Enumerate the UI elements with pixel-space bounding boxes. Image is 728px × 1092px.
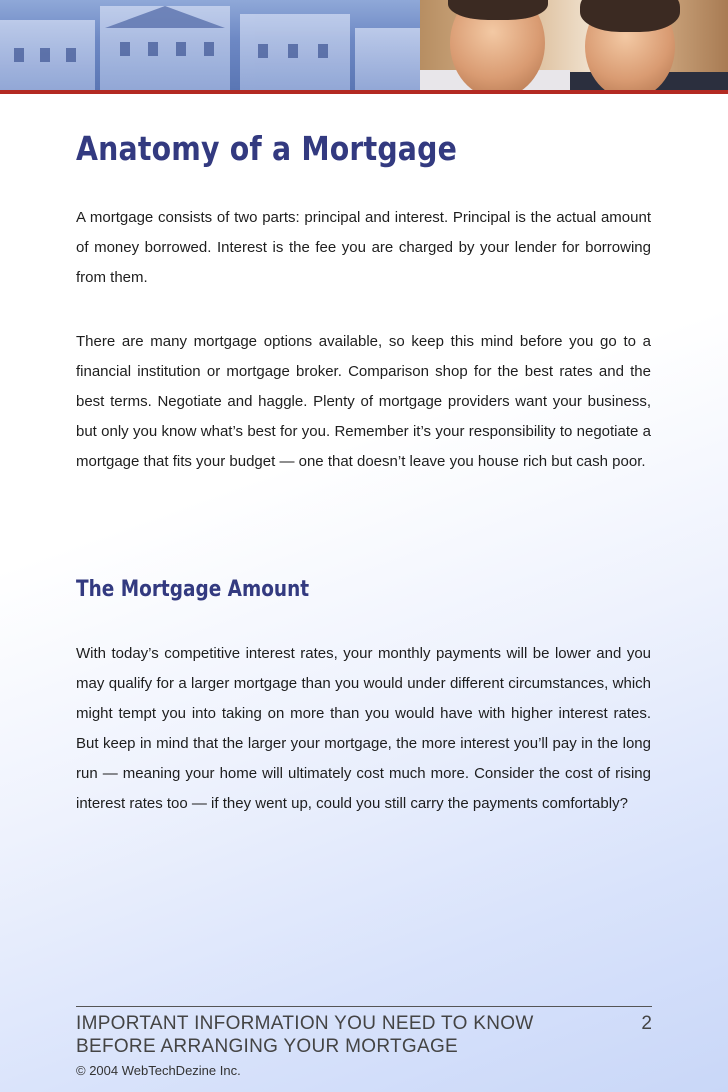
house-window <box>40 48 50 62</box>
house-shape <box>100 6 230 90</box>
house-window <box>204 42 214 56</box>
house-window <box>148 42 158 56</box>
house-window <box>14 48 24 62</box>
house-window <box>318 44 328 58</box>
header-photo-banner <box>0 0 728 90</box>
person-hair <box>580 0 680 32</box>
options-paragraph: There are many mortgage options available, so keep this mind before you go to a financial institution or mortgage broker. Comparison shop for the best rates and the best terms. Negotiate and haggle. Plenty of mortgage providers want your business, but only you know what’s best for you. Remember it’s your responsibility to negotiate a mortgage that fits your budget — one that doesn’t leave you house rich but cash poor. <box>76 333 651 470</box>
people-photo <box>420 0 728 90</box>
header-accent-rule <box>0 90 728 94</box>
mortgage-amount-paragraph: With today’s competitive interest rates, your monthly payments will be lower and you may qualify for a larger mortgage than you would under different circumstances, which might tempt you into taking on more than you would have with higher interest rates. But keep in mind that the larger your mortgage, the more interest you’ll pay in the long run — meaning your home will ultimately cost much more. Consider the cost of rising interest rates too — if they went up, could you still carry the payments comfortably? <box>76 645 651 812</box>
house-window <box>120 42 130 56</box>
houses-photo <box>0 0 420 90</box>
intro-paragraph: A mortgage consists of two parts: principal and interest. Principal is the actual amount of money borrowed. Interest is the fee you are charged by your lender for borrowing from them. <box>76 209 651 286</box>
house-shape <box>355 28 420 90</box>
footer-line-1: IMPORTANT INFORMATION YOU NEED TO KNOW <box>76 1013 534 1034</box>
house-window <box>176 42 186 56</box>
footer-rule <box>76 1006 652 1007</box>
section-heading: The Mortgage Amount <box>76 577 310 602</box>
house-window <box>66 48 76 62</box>
house-shape <box>240 14 350 90</box>
house-window <box>258 44 268 58</box>
house-shape <box>0 20 95 90</box>
page-title: Anatomy of a Mortgage <box>76 129 458 168</box>
footer-line-2: BEFORE ARRANGING YOUR MORTGAGE <box>76 1036 459 1057</box>
house-window <box>288 44 298 58</box>
page-number: 2 <box>641 1013 652 1034</box>
copyright-notice: © 2004 WebTechDezine Inc. <box>76 1063 241 1078</box>
house-roof <box>105 6 225 28</box>
